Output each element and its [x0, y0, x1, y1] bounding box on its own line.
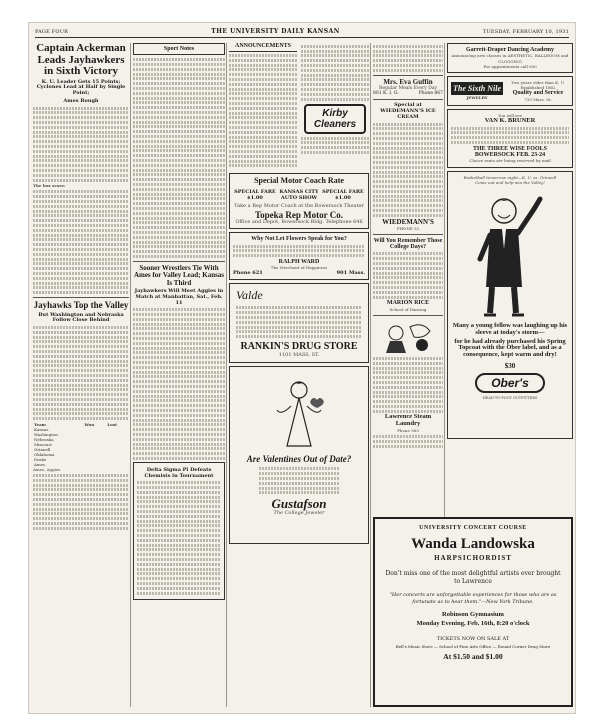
delta-sigma-title: Delta Sigma Pi Defeats Chemists in Tournament	[144, 466, 214, 479]
headline-valley: Jayhawks Top the Valley	[33, 300, 129, 311]
column-ads-center	[229, 43, 369, 707]
bruner-name: VAN K. BRUNER	[484, 117, 536, 125]
concert-tickets: TICKETS NOW ON SALE AT	[436, 636, 510, 643]
wiedemann-name: WIEDEMANN'S	[382, 217, 434, 226]
sixth-nile-logo: The Sixth Nile	[453, 83, 502, 93]
valentine-woman-illustration	[269, 376, 329, 451]
subhead-wrestlers: Jayhawkers Will Meet Aggies in Match at Manhattan, Sat., Feb. 11	[134, 288, 224, 306]
wiedemann-special: Special at WIEDEMANN'S ICE CREAM	[380, 102, 436, 120]
headline-ackerman: Captain Ackerman Leads Jayhawkers in Sixth Victory	[36, 43, 126, 78]
ralph-ward-address: 901 Mass.	[336, 270, 365, 277]
concert-course-ad	[373, 517, 573, 707]
marion-rice-sub: School of Dancing	[389, 306, 427, 312]
table-cell: Ames	[34, 462, 46, 467]
landowska-role: HARPSICHORDIST	[434, 554, 512, 563]
ralph-ward-phone: Phone 621	[233, 270, 263, 277]
table-header-cell: Team	[34, 422, 46, 427]
guffin-name: Mrs. Eva Guffin	[383, 77, 433, 86]
motor-coach-line: Take a Rep Motor Coach at the Bowersock Theater	[234, 202, 364, 209]
fare-right-label: SPECIAL FARE	[322, 188, 364, 195]
valentine-question: Are Valentines Out of Date?	[246, 453, 352, 464]
aggies-label: Ames, Aggies	[33, 467, 61, 472]
guffin-meals: Regular Meals Every Day	[378, 86, 438, 92]
table-cell: Oklahoma	[34, 452, 55, 457]
gustafson-logo: Gustafson	[271, 496, 327, 512]
column-sports-1	[33, 43, 129, 707]
column-sports-2	[133, 43, 225, 707]
obers-tagline: HEAD-TO-FOOT OUTFITTERS	[482, 396, 538, 401]
concert-line: Don't miss one of the most delightful artists ever brought to Lawrence	[385, 570, 561, 586]
sixth-nile-address: 733 Mass. St.	[524, 96, 552, 102]
concert-venue: Robinson Gymnasium	[442, 611, 504, 619]
valde-brand: Valde	[236, 288, 263, 303]
table-cell: Washington	[34, 432, 58, 437]
box-score-title: The box score:	[33, 183, 66, 189]
garrett-draper-ad	[447, 43, 573, 73]
concert-tickets-where: Bell's Music Store — School of Fine Arts Office — Round Corner Drug Store	[395, 644, 551, 650]
concert-prices: At $1.50 and $1.00	[443, 652, 503, 662]
table-cell: Grinnell	[34, 447, 51, 452]
obers-ad	[447, 171, 573, 439]
table-header-cell: Won	[84, 422, 95, 427]
kirby-cleaners-logo: Kirby Cleaners	[304, 104, 366, 134]
concert-quote: "Her concerts are unforgettable experiences for those who are as fortunate as to hear them."—New York Tribune.	[389, 592, 557, 606]
gustafson-ad	[229, 366, 369, 544]
garrett-draper-appointments: For appointments call 000	[483, 63, 537, 69]
announcements-title: ANNOUNCEMENTS	[229, 43, 297, 52]
college-days-question: Will You Remember Those College Days?	[373, 238, 443, 251]
fare-right-price: $1.00	[335, 194, 351, 201]
gustafson-tagline: The College Jeweler	[273, 509, 325, 516]
flowers-title: Why Not Let Flowers Speak for You?	[251, 236, 347, 243]
sixth-nile-jewelry: JEWELRY	[466, 94, 488, 100]
table-cell: Missouri	[34, 442, 52, 447]
concert-course-title: UNIVERSITY CONCERT COURSE	[419, 525, 527, 531]
bruner-intro: You will see	[498, 112, 522, 118]
guffin-phone: Phone 867	[418, 91, 443, 97]
sixth-nile-established: Established 1862	[520, 85, 556, 91]
delta-sigma-box	[133, 462, 225, 601]
motor-coach-ad	[229, 173, 369, 229]
column-rule	[130, 43, 131, 707]
wiedemann-phone: PHONE 92	[396, 225, 420, 231]
valde-rankins-ad	[229, 283, 369, 362]
column-rule	[226, 43, 227, 707]
headline-wrestlers: Sooner Wrestlers Tie With Ames for Valley Lead; Kansas Is Third	[133, 263, 225, 287]
sport-notes-title: Sport Notes	[163, 46, 195, 52]
garrett-draper-title: Garrett-Draper Dancing Academy	[465, 47, 555, 53]
table-cell: Drake	[34, 457, 47, 462]
rankins-address: 1101 MASS. ST.	[278, 351, 320, 358]
subhead-valley: But Washington and Nebraska Follow Close Behind	[38, 311, 124, 324]
rankins-drug-store: RANKIN'S DRUG STORE	[240, 341, 358, 353]
laundry-clown-illustration	[380, 319, 436, 355]
ober-price: $30	[504, 362, 516, 371]
sixth-nile-years: Two years older than K. U.	[511, 79, 565, 85]
bowersock-ad	[447, 109, 573, 168]
laundry-phone: Phone 383	[397, 428, 419, 434]
topeka-motor-name: Topeka Rep Motor Co.	[254, 209, 343, 220]
auto-show-label: KANSAS CITY AUTO SHOW	[279, 188, 319, 201]
laughing-man-illustration	[470, 189, 550, 319]
ober-caption-2: for he had already purchased his Spring Topcoat with the Ober label, and as a consequence, kept warm and dry!	[454, 337, 566, 359]
subhead-ackerman: K. U. Leader Gets 15 Points; Cyclones Lead at Half by Single Point;	[36, 78, 126, 97]
ralph-ward-name: RALPH WARD	[278, 258, 320, 265]
ober-caption: Many a young fellow was laughing up his sleeve at today's storm—	[452, 322, 568, 336]
basketball-line-2: Come out and help win the Valley!	[475, 179, 545, 185]
obers-logo: Ober's	[475, 373, 545, 393]
issue-date: TUESDAY, FEBRUARY 10, 1931	[482, 28, 569, 35]
table-cell: Kansas	[34, 427, 49, 432]
concert-date: Monday Evening, Feb. 16th, 8:20 o'clock	[416, 620, 530, 628]
subhead-ames-rough: Ames Rough	[63, 97, 99, 104]
column-rule	[370, 43, 371, 707]
masthead	[35, 26, 569, 38]
garrett-draper-classes: Announcing new classes in AESTHETIC, BALLROOM and CLOGGING	[451, 53, 569, 64]
marion-rice-name: MARION RICE	[386, 300, 430, 307]
quality-service: Quality and Service	[512, 90, 564, 97]
table-header-cell: Lost	[107, 422, 117, 427]
sixth-nile-ad	[447, 76, 573, 106]
page-number: PAGE FOUR	[35, 28, 69, 35]
bowersock-note: Choice seats are being reserved by mail	[469, 158, 551, 164]
bowersock-dates: BOWERSOCK FEB. 23-24	[474, 152, 546, 159]
ralph-ward-sub: The Merchant of Happiness	[270, 265, 328, 271]
fare-left-label: SPECIAL FARE	[234, 188, 276, 195]
motor-coach-title: Special Motor Coach Rate	[254, 176, 344, 186]
topeka-motor-sub: Office and Depot, Bowersock Bldg. Telephone 646	[235, 219, 363, 226]
three-wise-fools: THE THREE WISE FOOLS	[473, 145, 547, 152]
basketball-line: Basketball tomorrow night—K. U. vs. Grinnell	[463, 174, 557, 180]
fare-left-price: $1.00	[247, 194, 263, 201]
table-cell: Nebraska	[34, 437, 54, 442]
standings-table	[33, 422, 129, 467]
sport-notes-box	[133, 43, 225, 55]
newspaper-page	[28, 22, 576, 714]
landowska-name: Wanda Landowska	[411, 536, 535, 553]
ralph-ward-ad	[229, 232, 369, 280]
guffin-address: 801 K. I. G.	[373, 91, 399, 97]
paper-title: THE UNIVERSITY DAILY KANSAN	[211, 28, 340, 35]
laundry-name: Lawrence Steam Laundry	[384, 413, 432, 428]
